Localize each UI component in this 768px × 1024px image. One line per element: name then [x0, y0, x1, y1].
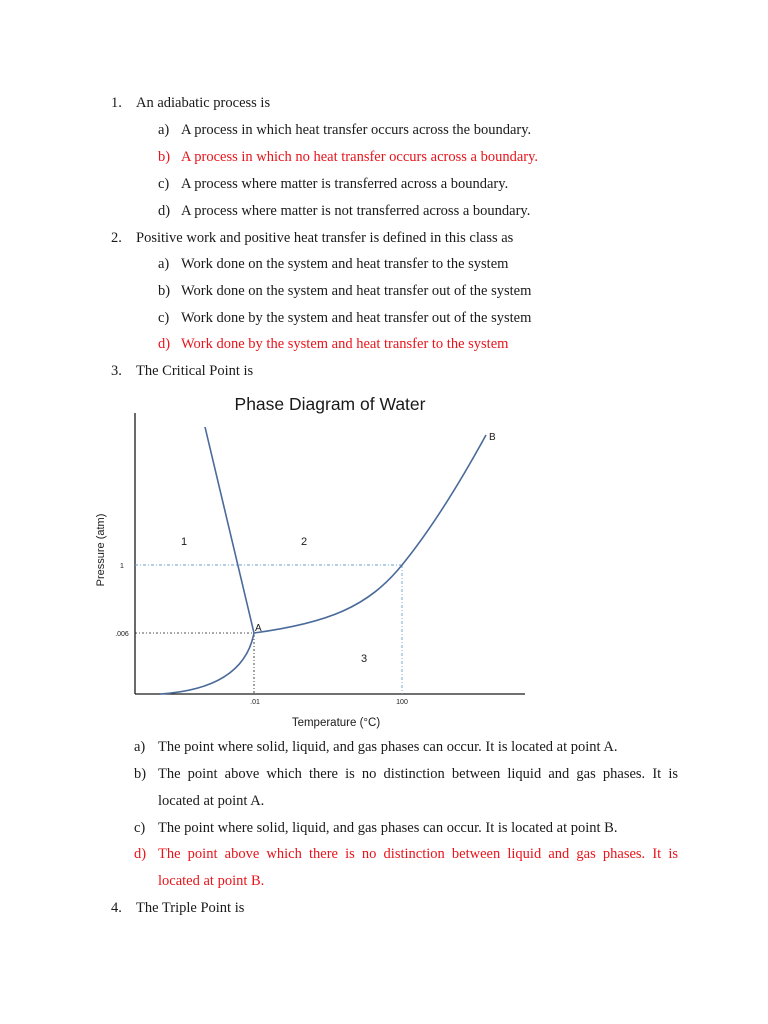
- option-letter: d): [158, 336, 171, 352]
- option-3a: [134, 738, 618, 756]
- option-letter: d): [158, 203, 171, 219]
- option-3b: [134, 765, 678, 783]
- region-1-label: 1: [181, 536, 188, 548]
- question-3: [111, 362, 254, 380]
- x-axis-label: Temperature (°C): [291, 717, 381, 729]
- option-letter: a): [158, 122, 170, 138]
- phase-diagram: [88, 385, 538, 735]
- y-tick-1: 1: [120, 563, 124, 570]
- option-1d: [158, 202, 531, 220]
- sublimation-curve: [160, 633, 254, 694]
- question-text: An adiabatic process is: [136, 95, 271, 111]
- option-text: The point where solid, liquid, and gas phases can occur. It is located at point A.: [158, 739, 618, 755]
- x-tick-100: 100: [396, 699, 408, 706]
- option-letter: a): [158, 256, 170, 272]
- point-b-label: B: [489, 432, 496, 443]
- y-axis-label: Pressure (atm): [95, 513, 107, 587]
- question-text: The Critical Point is: [136, 363, 254, 379]
- question-1: [111, 94, 271, 112]
- option-text-line1: The point above which there is no distinction between liquid and gas phases. It is: [158, 846, 678, 862]
- option-text: Work done on the system and heat transfer to the system: [181, 256, 509, 272]
- fusion-curve: [205, 427, 254, 633]
- question-2: [111, 229, 514, 247]
- option-letter: a): [134, 739, 146, 755]
- option-2d: [158, 335, 509, 353]
- point-a-label: A: [255, 623, 262, 634]
- option-text: Work done on the system and heat transfer out of the system: [181, 283, 532, 299]
- option-1a: [158, 121, 532, 139]
- option-3b-continued: [158, 792, 264, 810]
- option-text-line1: The point above which there is no distinction between liquid and gas phases. It is: [158, 766, 678, 782]
- option-2b: [158, 282, 532, 300]
- option-text: A process where matter is not transferred across a boundary.: [181, 203, 531, 219]
- option-text-line2: located at point A.: [158, 793, 265, 809]
- region-3-label: 3: [361, 653, 368, 665]
- option-3c: [134, 819, 618, 837]
- question-text: Positive work and positive heat transfer is defined in this class as: [136, 230, 514, 246]
- option-2c: [158, 309, 532, 327]
- option-3d: [134, 845, 678, 863]
- question-4: [111, 899, 245, 917]
- option-text: The point where solid, liquid, and gas phases can occur. It is located at point B.: [158, 820, 618, 836]
- option-text: A process where matter is transferred across a boundary.: [181, 176, 509, 192]
- option-letter: b): [158, 283, 171, 299]
- option-1c: [158, 175, 509, 193]
- option-text: A process in which heat transfer occurs across the boundary.: [181, 122, 532, 138]
- option-3d-continued: [158, 872, 264, 890]
- question-number: 1.: [111, 95, 122, 111]
- vaporization-curve: [254, 435, 486, 633]
- option-letter: d): [134, 846, 147, 862]
- question-text: The Triple Point is: [136, 900, 245, 916]
- question-number: 2.: [111, 230, 122, 246]
- option-letter: b): [134, 766, 147, 782]
- option-letter: c): [134, 820, 146, 836]
- y-tick-006: .006: [115, 631, 129, 638]
- x-tick-01: .01: [250, 699, 260, 706]
- option-letter: b): [158, 149, 171, 165]
- option-1b: [158, 148, 539, 166]
- question-number: 3.: [111, 363, 122, 379]
- option-text-line2: located at point B.: [158, 873, 265, 889]
- option-letter: c): [158, 176, 170, 192]
- option-2a: [158, 255, 509, 273]
- region-2-label: 2: [301, 536, 308, 548]
- option-text: Work done by the system and heat transfer to the system: [181, 336, 509, 352]
- option-letter: c): [158, 310, 170, 326]
- diagram-title: Phase Diagram of Water: [234, 394, 426, 414]
- option-text: A process in which no heat transfer occurs across a boundary.: [181, 149, 539, 165]
- question-number: 4.: [111, 900, 122, 916]
- option-text: Work done by the system and heat transfer out of the system: [181, 310, 532, 326]
